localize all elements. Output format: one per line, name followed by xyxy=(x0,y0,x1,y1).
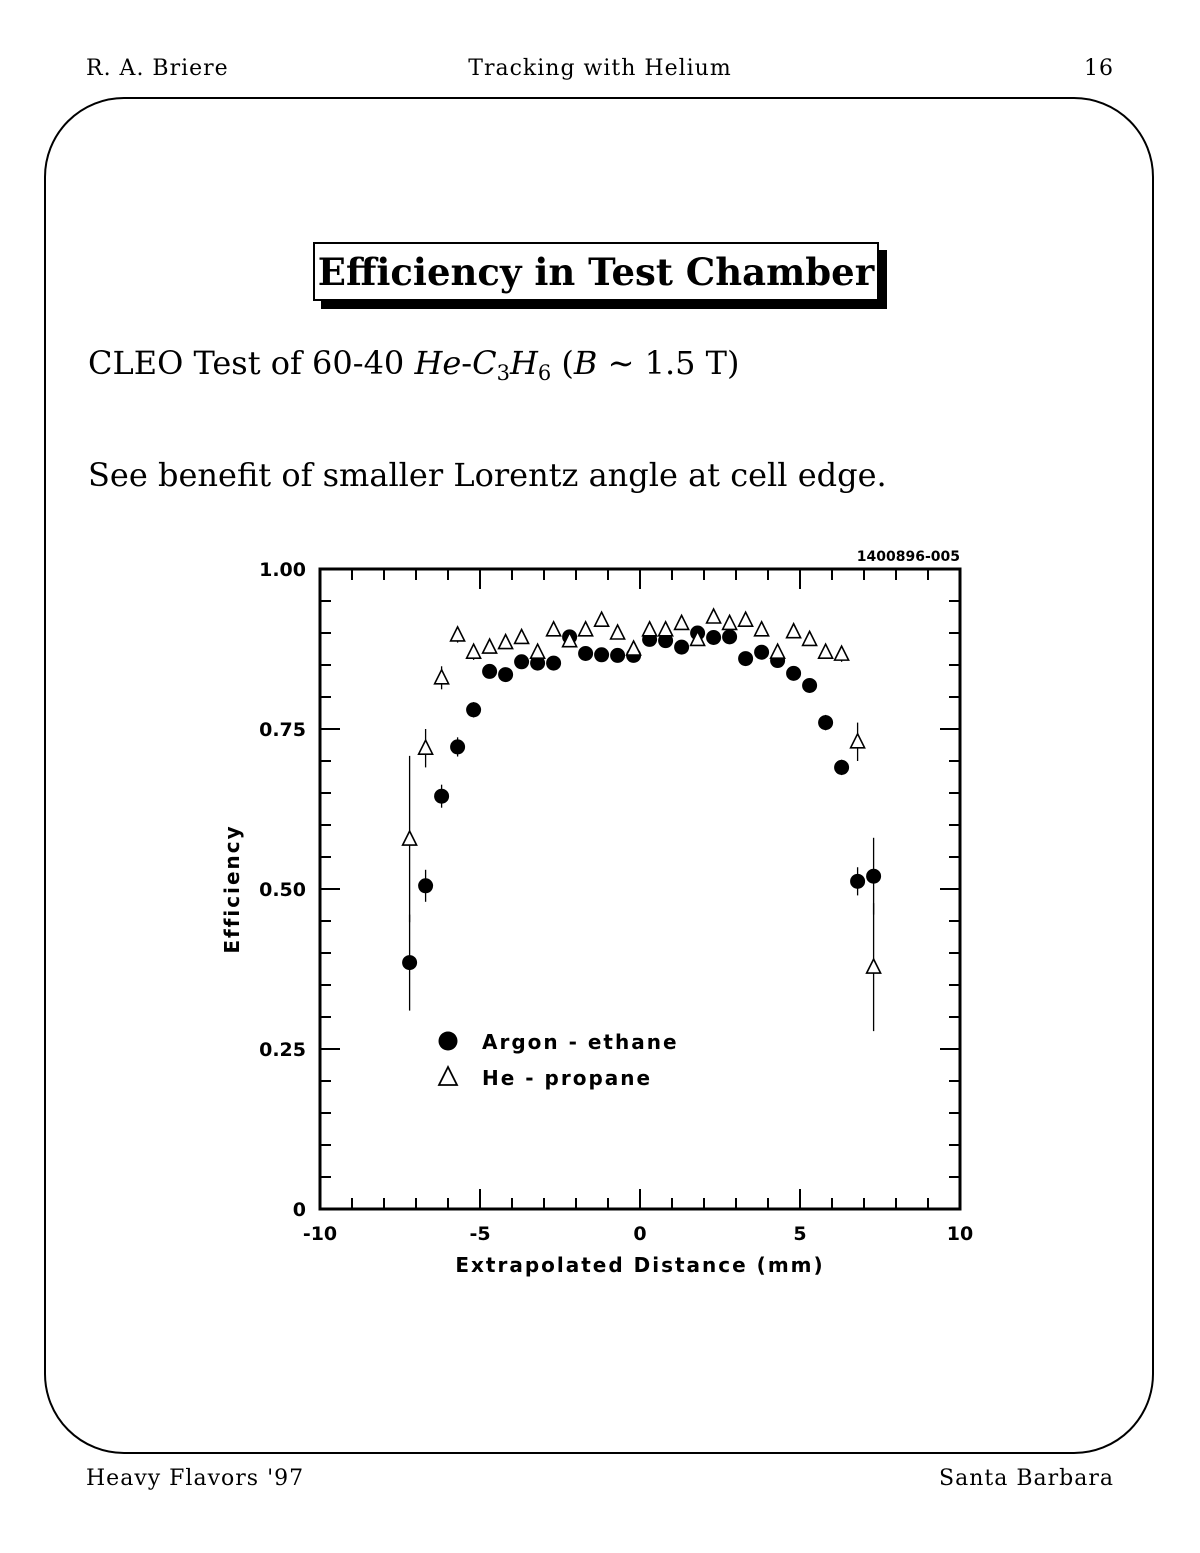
x-axis-label: Extrapolated Distance (mm) xyxy=(455,1253,825,1277)
slide-title-text: Efficiency in Test Chamber xyxy=(317,249,875,294)
argon-ethane-point xyxy=(450,739,465,754)
footer-location: Santa Barbara xyxy=(939,1466,1114,1491)
he-propane-point xyxy=(611,625,625,639)
argon-ethane-point xyxy=(578,646,593,661)
y-tick-label: 0.25 xyxy=(259,1039,306,1061)
argon-ethane-point xyxy=(402,955,417,970)
argon-ethane-point xyxy=(498,667,513,682)
he-propane-point xyxy=(643,622,657,636)
argon-ethane-point xyxy=(466,702,481,717)
y-tick-label: 0.75 xyxy=(259,719,306,741)
argon-ethane-point xyxy=(610,648,625,663)
formula-b-field: B xyxy=(573,344,598,382)
figure-id: 1400896-005 xyxy=(856,549,960,565)
line1-prefix: CLEO Test of 60-40 xyxy=(88,344,415,382)
he-propane-point xyxy=(547,622,561,636)
he-propane-point xyxy=(451,627,465,641)
argon-ethane-point xyxy=(418,878,433,893)
legend-helium-label: He - propane xyxy=(482,1066,653,1090)
he-propane-point xyxy=(723,615,737,629)
legend-argon-label: Argon - ethane xyxy=(482,1030,679,1054)
he-propane-point xyxy=(579,622,593,636)
formula-sub-3: 3 xyxy=(496,361,510,385)
argon-ethane-point xyxy=(546,656,561,671)
legend-helium-marker xyxy=(439,1067,457,1085)
he-propane-point xyxy=(419,740,433,754)
formula-dash: - xyxy=(461,344,473,382)
he-propane-point xyxy=(851,734,865,748)
x-tick-label: 5 xyxy=(793,1223,807,1245)
he-propane-point xyxy=(755,622,769,636)
argon-ethane-point xyxy=(850,874,865,889)
argon-ethane-point xyxy=(738,651,753,666)
argon-ethane-point xyxy=(594,647,609,662)
plot-frame xyxy=(320,569,960,1209)
he-propane-point xyxy=(675,615,689,629)
he-propane-point xyxy=(867,959,881,973)
argon-ethane-point xyxy=(786,666,801,681)
he-propane-point xyxy=(771,644,785,658)
header-page-number: 16 xyxy=(1084,56,1114,81)
x-tick-label: 10 xyxy=(946,1223,974,1245)
he-propane-point xyxy=(403,831,417,845)
he-propane-point xyxy=(515,629,529,643)
he-propane-point xyxy=(595,612,609,626)
x-tick-label: -5 xyxy=(469,1223,491,1245)
he-propane-point xyxy=(435,670,449,684)
argon-ethane-point xyxy=(706,630,721,645)
formula-he: He xyxy=(414,344,462,382)
header-author: R. A. Briere xyxy=(86,56,229,81)
he-propane-point xyxy=(531,644,545,658)
footer-conference: Heavy Flavors '97 xyxy=(86,1466,305,1491)
he-propane-point xyxy=(499,635,513,649)
he-propane-point xyxy=(739,612,753,626)
y-tick-label: 0.50 xyxy=(259,879,306,901)
argon-ethane-point xyxy=(514,654,529,669)
argon-ethane-point xyxy=(754,645,769,660)
legend-argon-marker xyxy=(439,1032,458,1051)
line1-field-value: ∼ 1.5 T) xyxy=(597,344,740,382)
y-tick-label: 1.00 xyxy=(259,559,306,581)
argon-ethane-point xyxy=(834,760,849,775)
he-propane-point xyxy=(467,644,481,658)
argon-ethane-point xyxy=(818,715,833,730)
he-propane-point xyxy=(659,622,673,636)
slide-line-test-description xyxy=(88,344,739,385)
y-tick-label: 0 xyxy=(292,1199,306,1221)
header-topic: Tracking with Helium xyxy=(468,56,732,81)
argon-ethane-point xyxy=(866,869,881,884)
argon-ethane-point xyxy=(802,678,817,693)
he-propane-point xyxy=(803,631,817,645)
formula-c: C xyxy=(472,344,497,382)
he-propane-point xyxy=(627,641,641,655)
slide-line-benefit: See benefit of smaller Lorentz angle at cell edge. xyxy=(88,456,887,494)
he-propane-point xyxy=(787,624,801,638)
efficiency-chart xyxy=(200,540,1000,1300)
x-tick-label: 0 xyxy=(633,1223,647,1245)
he-propane-point xyxy=(819,644,833,658)
y-axis-label: Efficiency xyxy=(220,824,244,954)
argon-ethane-point xyxy=(722,629,737,644)
slide-title xyxy=(313,242,879,301)
he-propane-point xyxy=(483,639,497,653)
formula-sub-6: 6 xyxy=(537,361,552,385)
argon-ethane-point xyxy=(482,664,497,679)
argon-ethane-point xyxy=(674,640,689,655)
line1-open-paren: ( xyxy=(551,344,574,382)
argon-ethane-point xyxy=(434,789,449,804)
x-tick-label: -10 xyxy=(302,1223,338,1245)
he-propane-point xyxy=(835,646,849,660)
formula-h: H xyxy=(509,344,538,382)
he-propane-point xyxy=(707,609,721,623)
